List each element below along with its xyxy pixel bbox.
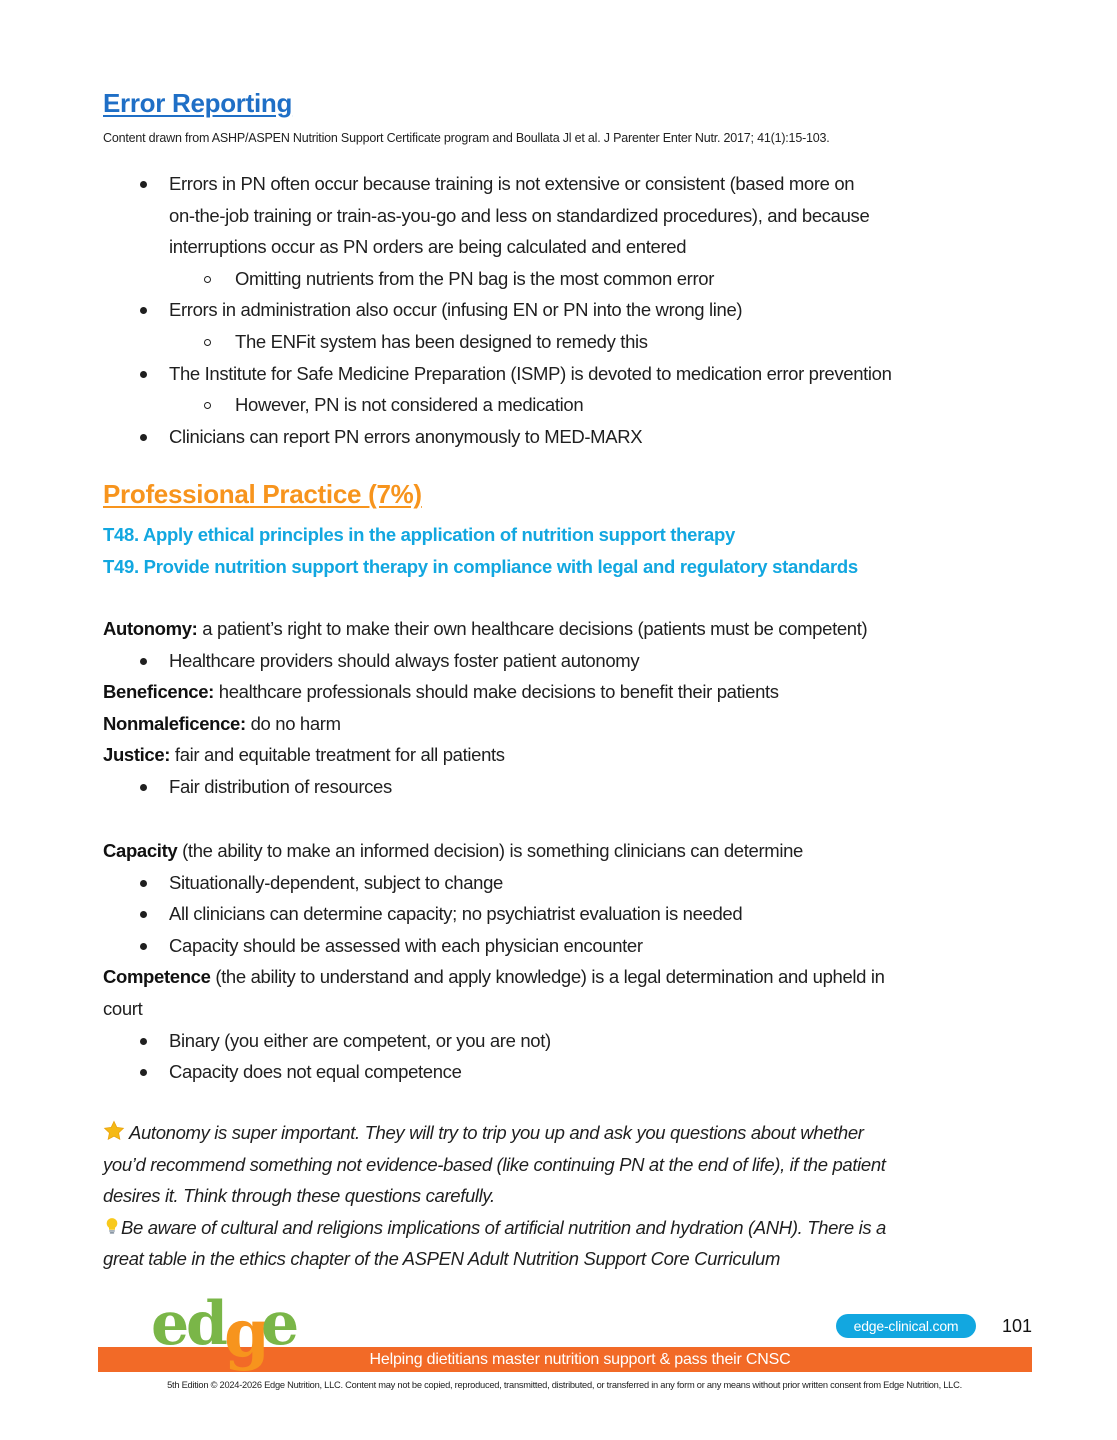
edge-logo [151, 1289, 301, 1384]
bullet-item: Fair distribution of resources [103, 771, 1033, 803]
bullet-item-continued: on-the-job training or train-as-you-go and less on standardized procedures), and because [169, 204, 870, 226]
definition-justice: fair and equitable treatment for all patients [170, 744, 505, 766]
definition-beneficence: healthcare professionals should make decisions to benefit their patients [213, 681, 779, 703]
logo-letter: e [151, 1289, 190, 1359]
tip-text: Be aware of cultural and religions implications of artificial nutrition and hydration (ANH). There is a [121, 1216, 886, 1238]
bullet-item: Healthcare providers should always foster patient autonomy [103, 645, 1033, 677]
tip-text: great table in the ethics chapter of the ASPEN Adult Nutrition Support Core Curriculum [103, 1248, 781, 1270]
tip-text: desires it. Think through these questions carefully. [103, 1185, 495, 1207]
copyright-notice: 5th Edition © 2024-2026 Edge Nutrition, LLC. Content may not be copied, reproduced, transmitted, distributed, or transferred in any form or any means without prior written consent from Edge Nutrition, LLC. [167, 1380, 962, 1390]
competence-text-continued: court [103, 997, 143, 1019]
sub-bullet-item: Omitting nutrients from the PN bag is the most common error [103, 263, 1033, 295]
tip-text: you’d recommend something not evidence-based (like continuing PN at the end of life), if the patient [103, 1153, 886, 1175]
bullet-item-continued: interruptions occur as PN orders are being calculated and entered [169, 236, 687, 258]
principle-beneficence [103, 676, 1033, 708]
page-number: 101 [1002, 1316, 1033, 1336]
tip-bulb-line [103, 1212, 1033, 1244]
term-beneficence: Beneficence: [103, 681, 214, 703]
task-t48: T48. Apply ethical principles in the application of nutrition support therapy [103, 524, 735, 545]
capacity-text: (the ability to make an informed decision) is something clinicians can determine [177, 840, 803, 861]
star-icon [103, 1120, 125, 1142]
principle-nonmaleficence [103, 708, 1033, 740]
term-competence: Competence [103, 966, 211, 988]
competence-definition [103, 961, 1033, 993]
footer-tagline: Helping dietitians master nutrition support & pass their CNSC [369, 1351, 791, 1368]
logo-letter: d [186, 1289, 228, 1359]
section-heading-error-reporting: Error Reporting [103, 88, 293, 118]
source-citation: Content drawn from ASHP/ASPEN Nutrition Support Certificate program and Boullata Jl et al. J Parenter Enter Nutr. 2017; 41(1):15-103. [103, 131, 830, 145]
exam-tips [103, 1117, 1033, 1275]
sub-bullet-item: The ENFit system has been designed to remedy this [103, 326, 1033, 358]
lightbulb-icon [103, 1215, 121, 1237]
tip-text: Autonomy is super important. They will try to trip you up and ask you questions about whether [129, 1122, 864, 1143]
definition-nonmaleficence: do no harm [245, 712, 341, 734]
website-link[interactable]: edge-clinical.com [836, 1314, 976, 1338]
error-reporting-list [103, 168, 1033, 452]
sub-bullet-item: However, PN is not considered a medication [103, 389, 1033, 421]
term-justice: Justice: [103, 744, 171, 766]
bullet-item: All clinicians can determine capacity; no psychiatrist evaluation is needed [103, 898, 1033, 930]
bullet-item: Errors in PN often occur because training is not extensive or consistent (based more on [103, 168, 1033, 200]
bullet-item: Errors in administration also occur (infusing EN or PN into the wrong line) [103, 294, 1033, 326]
section-heading-professional-practice: Professional Practice (7%) [103, 479, 422, 509]
competence-text: (the ability to understand and apply knowledge) is a legal determination and upheld in [210, 966, 885, 988]
term-capacity: Capacity [103, 840, 178, 861]
term-nonmaleficence: Nonmaleficence: [103, 712, 246, 734]
capacity-definition [103, 835, 1033, 867]
bullet-item: Capacity does not equal competence [103, 1056, 1033, 1088]
definition-autonomy: a patient’s right to make their own healthcare decisions (patients must be competent) [197, 618, 868, 639]
principle-autonomy [103, 613, 1033, 645]
logo-letter: e [261, 1289, 300, 1359]
bullet-item: Capacity should be assessed with each physician encounter [103, 930, 1033, 962]
bullet-item: Situationally-dependent, subject to change [103, 867, 1033, 899]
term-autonomy: Autonomy: [103, 618, 198, 639]
ethical-principles [103, 613, 1033, 803]
logo-letter: g [224, 1294, 271, 1372]
task-t49: T49. Provide nutrition support therapy in compliance with legal and regulatory standards [103, 555, 858, 577]
tip-star-line [103, 1117, 1033, 1149]
bullet-item: Clinicians can report PN errors anonymously to MED-MARX [103, 421, 1033, 453]
bullet-item: Binary (you either are competent, or you are not) [103, 1025, 1033, 1057]
principle-justice [103, 739, 1033, 771]
task-list [103, 519, 858, 582]
bullet-item: The Institute for Safe Medicine Preparation (ISMP) is devoted to medication error prevention [103, 358, 1033, 390]
capacity-competence [103, 835, 1033, 1088]
